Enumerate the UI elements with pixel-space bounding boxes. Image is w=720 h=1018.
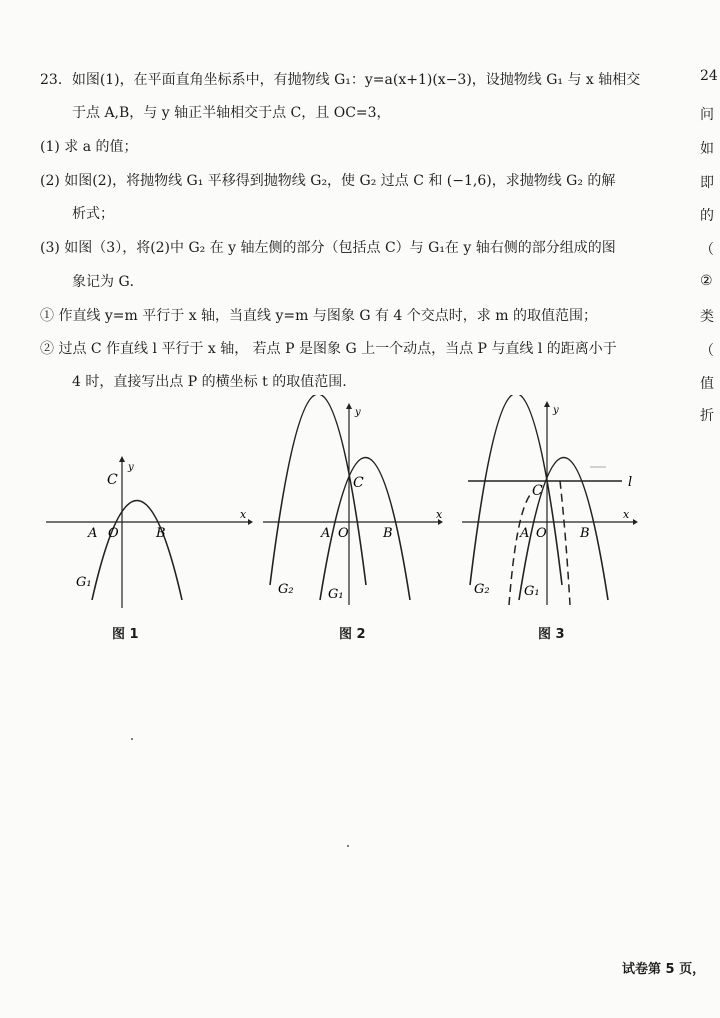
fig1-x-label: x <box>240 508 247 521</box>
fig1-g1-curve <box>92 501 182 601</box>
page-footer: 试卷第 5 页， <box>622 962 706 977</box>
fig2-point-b: B <box>383 526 393 541</box>
fig2-point-c: C <box>353 475 364 491</box>
edge-char: 的 <box>700 208 714 224</box>
figure-2-caption: 图 2 <box>339 627 366 642</box>
fig3-dashed-right <box>560 481 570 605</box>
fig3-g2-curve <box>470 395 562 585</box>
fig2-origin: O <box>338 526 349 541</box>
fig3-y-label: y <box>553 405 559 416</box>
fig2-g2-label: G₂ <box>278 582 294 597</box>
subquestion-2-line2: 4 时，直接写出点 P 的横坐标 t 的取值范围. <box>72 374 347 390</box>
subquestion-2-line1: ② 过点 C 作直线 l 平行于 x 轴， 若点 P 是图象 G 上一个动点，当点 P 与直线 l 的距离小于 <box>40 341 617 357</box>
fig3-x-label: x <box>623 508 630 521</box>
question-3-line2: 象记为 G． <box>72 274 144 290</box>
fig1-g1-label: G₁ <box>76 575 92 590</box>
figure-1-caption: 图 1 <box>112 627 139 642</box>
fig3-origin: O <box>536 526 547 541</box>
edge-char: 即 <box>700 175 714 191</box>
question-3-line1: (3) 如图（3），将(2)中 G₂ 在 y 轴左侧的部分（包括点 C）与 G₁在 y 轴右侧的部分组成的图 <box>40 240 616 256</box>
edge-char: 值 <box>700 376 714 392</box>
fig3-g1-curve <box>519 458 608 601</box>
scan-speck <box>347 845 349 847</box>
subquestion-1: ① 作直线 y=m 平行于 x 轴，当直线 y=m 与图象 G 有 4 个交点时，求 m 的取值范围； <box>40 308 597 324</box>
fig3-g1-label: G₁ <box>524 584 540 599</box>
edge-char: 折 <box>700 408 714 424</box>
problem-intro-line2: 于点 A,B，与 y 轴正半轴相交于点 C，且 OC=3， <box>72 105 391 121</box>
fig1-point-c: C <box>107 472 118 488</box>
fig3-point-a: A <box>520 526 530 541</box>
question-1: (1) 求 a 的值； <box>40 139 138 155</box>
edge-char: 类 <box>700 309 714 325</box>
fig2-x-label: x <box>436 508 443 521</box>
edge-char: ② <box>700 273 713 289</box>
fig1-origin: O <box>108 526 119 541</box>
edge-char: （ <box>700 343 714 359</box>
fig2-y-label: y <box>355 407 361 418</box>
fig1-point-b: B <box>156 526 166 541</box>
figure-3 <box>458 395 648 610</box>
fig3-g2-label: G₂ <box>474 582 490 597</box>
figure-2 <box>258 395 448 610</box>
edge-char: 如 <box>700 141 714 157</box>
edge-char: 问 <box>700 107 714 123</box>
edge-char: 24 <box>700 68 718 84</box>
scan-speck <box>131 738 133 740</box>
question-2-line2: 析式； <box>72 206 114 222</box>
fig3-point-b: B <box>580 526 590 541</box>
question-2-line1: (2) 如图(2)，将抛物线 G₁ 平移得到抛物线 G₂，使 G₂ 过点 C 和 (−1,6)，求抛物线 G₂ 的解 <box>40 173 616 189</box>
fig2-g1-label: G₁ <box>328 587 344 602</box>
fig1-point-a: A <box>88 526 98 541</box>
fig3-point-c: C <box>532 483 543 499</box>
edge-char: （ <box>700 242 714 258</box>
fig2-point-a: A <box>321 526 331 541</box>
figure-3-caption: 图 3 <box>538 627 565 642</box>
fig2-g2-curve <box>270 395 366 585</box>
problem-intro-line1: 23．如图(1)，在平面直角坐标系中，有抛物线 G₁：y=a(x+1)(x−3)，设抛物线 G₁ 与 x 轴相交 <box>40 72 641 88</box>
fig3-l-label: l <box>628 475 633 490</box>
fig1-y-label: y <box>128 462 134 473</box>
figure-1 <box>40 440 255 615</box>
